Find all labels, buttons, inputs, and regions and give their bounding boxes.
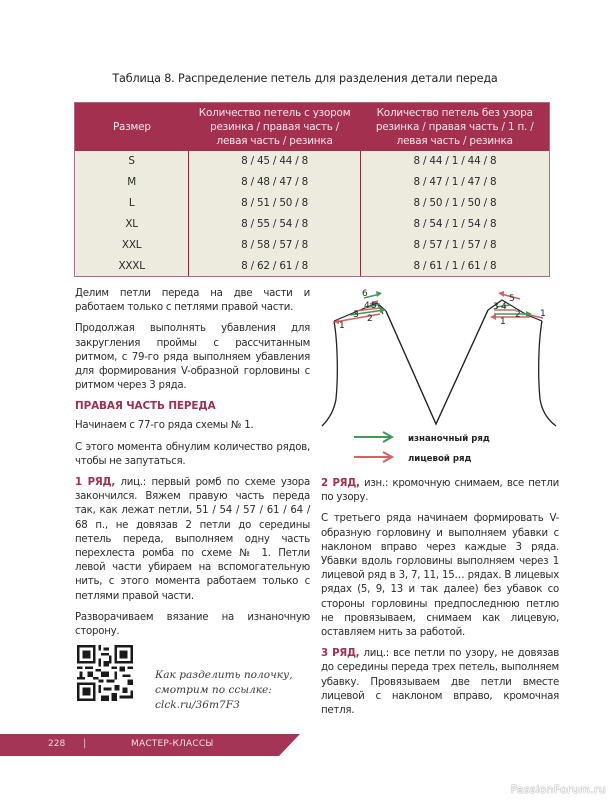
row-3-instruction — [321, 647, 559, 718]
cell-with-pattern: 8 / 48 / 47 / 8 — [188, 172, 361, 193]
cell-with-pattern: 8 / 45 / 44 / 8 — [188, 151, 361, 172]
section-name: МАСТЕР-КЛАССЫ — [131, 739, 214, 749]
header-line: резинка / правая часть / 1 п. / — [375, 121, 534, 133]
cell-size: L — [76, 193, 189, 214]
label-1: 1 — [540, 309, 546, 319]
row-text: лиц.: все петли по узору, не довязав до середины переда трех петель, выполняем убавку. Провязываем две петли вместе лицевой с наклоном вправо, кромочная петля. — [321, 648, 560, 717]
label-1: 1 — [339, 321, 345, 331]
qr-link[interactable]: clck.ru/36m7F3 — [155, 699, 240, 711]
label-2: 2 — [367, 314, 373, 324]
cell-without-pattern: 8 / 44 / 1 / 44 / 8 — [361, 151, 549, 172]
table-row — [76, 172, 549, 193]
row-text: изн.: кромочную снимаем, все петли по узору. — [321, 478, 559, 504]
row-2-instruction — [321, 477, 559, 505]
table-row — [76, 193, 549, 214]
legend-right-side-row — [354, 452, 472, 464]
header-line: Количество петель без узора — [376, 107, 533, 119]
label-6: 6 — [362, 289, 368, 299]
cell-with-pattern: 8 / 62 / 61 / 8 — [188, 255, 361, 276]
cell-with-pattern: 8 / 55 / 54 / 8 — [188, 214, 361, 235]
stitch-distribution-table — [75, 103, 549, 276]
cell-with-pattern: 8 / 51 / 50 / 8 — [188, 193, 361, 214]
cell-with-pattern: 8 / 58 / 57 / 8 — [188, 235, 361, 256]
label-1: 1 — [500, 317, 506, 327]
right-text-column — [321, 477, 559, 725]
table-row — [76, 151, 549, 172]
legend-label: лицевой ряд — [408, 454, 472, 464]
cell-without-pattern: 8 / 50 / 1 / 50 / 8 — [361, 193, 549, 214]
header-with-pattern — [188, 104, 361, 151]
label-3: 3 — [493, 302, 499, 312]
row-text: лиц.: первый ромб по схеме узора закончился. Вяжем правую часть переда так, как лежат петли, 51 / 54 / 57 / 61 / 64 / 68 п., не довязав 2 петли до середины петель переда, выполняем одну часть перехлеста ромба по схеме № 1. Петли левой части убираем на вспомогательную нить, с этого момента работаем только с петлями правой части. — [75, 477, 310, 602]
header-size: Размер — [76, 104, 189, 151]
qr-code[interactable] — [77, 645, 133, 701]
table-row — [76, 255, 549, 276]
table-header-row — [76, 104, 549, 151]
header-line: левая часть / резинка — [396, 135, 513, 147]
header-line: Количество петель с узором — [198, 107, 351, 119]
cell-size: S — [76, 151, 189, 172]
left-text-column — [75, 287, 310, 646]
row-label: 1 РЯД, — [75, 477, 115, 489]
cell-without-pattern: 8 / 57 / 1 / 57 / 8 — [361, 235, 549, 256]
label-5: 5 — [371, 301, 377, 311]
cell-size: XXL — [76, 235, 189, 256]
label-3: 3 — [353, 310, 359, 320]
row-label: 2 РЯД, — [321, 478, 360, 489]
cell-without-pattern: 8 / 47 / 1 / 47 / 8 — [361, 172, 549, 193]
header-line: резинка / правая часть / — [210, 121, 340, 133]
label-4: 4 — [364, 301, 370, 311]
legend-label: изнаночный ряд — [408, 434, 490, 444]
cell-without-pattern: 8 / 54 / 1 / 54 / 8 — [361, 214, 549, 235]
row-1-instruction — [75, 476, 310, 604]
paragraph: Делим петли переда на две части и работаем только с петлями правой части. — [75, 288, 310, 314]
neckline-diagram — [320, 284, 560, 474]
footer-separator: | — [83, 738, 87, 749]
table-row — [76, 214, 549, 235]
section-title: ПРАВАЯ ЧАСТЬ ПЕРЕДА — [75, 400, 216, 413]
v-neck-schematic-figure — [320, 284, 560, 474]
table-row — [76, 235, 549, 256]
header-line: левая часть / резинка — [216, 135, 333, 147]
row-label: 3 РЯД, — [321, 648, 360, 660]
table-caption: Таблица 8. Распределение петель для разделения детали переда — [112, 72, 498, 85]
qr-code-icon — [77, 645, 133, 701]
cell-size: XXXL — [76, 255, 189, 276]
paragraph: Продолжая выполнять убавления для закругления проймы с рассчитанным ритмом, с 79-го ряда выполняем убавления для формирования V-образной горловины с ритмом через 3 ряда. — [75, 323, 310, 392]
qr-caption — [155, 668, 305, 713]
header-without-pattern — [361, 104, 549, 151]
page-number: 228 — [48, 739, 66, 749]
cell-without-pattern: 8 / 61 / 1 / 61 / 8 — [361, 255, 549, 276]
qr-caption-line: смотрим по ссылке: — [155, 684, 272, 696]
paragraph: Разворачиваем вязание на изнаночную сторону. — [75, 611, 310, 638]
paragraph: Начинаем с 77-го ряда схемы № 1. — [75, 420, 254, 432]
label-2: 2 — [515, 310, 521, 320]
watermark: PassionForum.ru — [510, 783, 606, 796]
label-4: 4 — [501, 302, 507, 312]
qr-caption-line: Как разделить полочку, — [155, 669, 293, 681]
cell-size: XL — [76, 214, 189, 235]
legend-wrong-side-row — [354, 432, 490, 444]
label-5: 5 — [509, 294, 515, 304]
cell-size: M — [76, 172, 189, 193]
paragraph: С третьего ряда начинаем формировать V-образную горловину и выполняем убавки с наклоном вправо через каждые 3 ряда. Убавки вдоль горловины выполняем через 1 лицевой ряд в 3, 7, 11, 15… рядах. В лицевых рядах (5, 9, 13 и так далее) без убавок со стороны горловины предпоследнюю петлю не провязываем, снимаем как лицевую, оставляем нить за работой. — [321, 513, 559, 639]
paragraph: С этого момента обнулим количество рядов, чтобы не запутаться. — [75, 441, 310, 467]
